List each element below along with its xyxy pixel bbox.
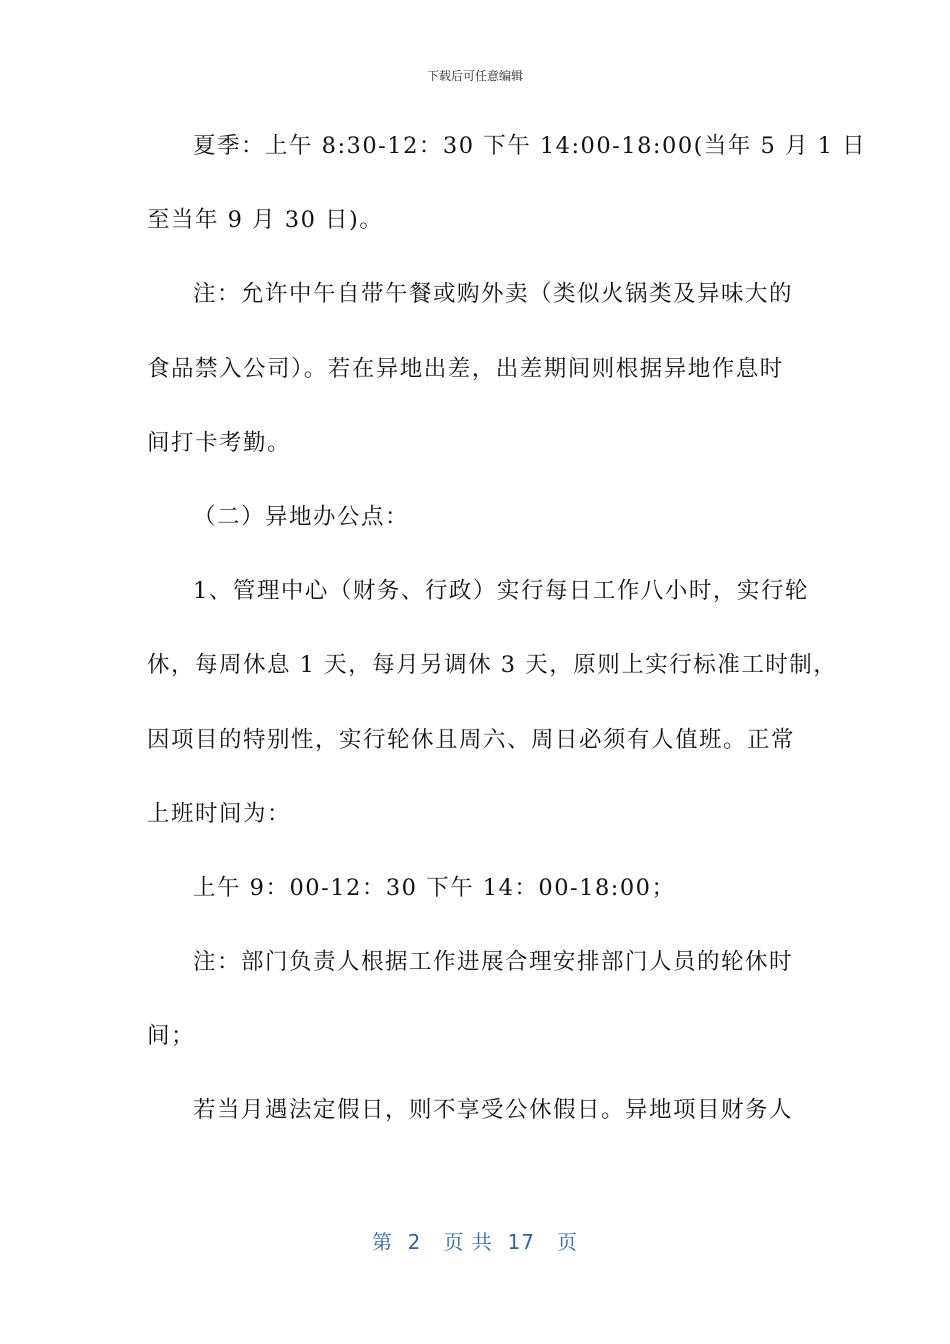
paragraph-line: 1、管理中心（财务、行政）实行每日工作八小时，实行轮 bbox=[193, 578, 809, 605]
paragraph-line: 上午 9：00-12：30 下午 14：00-18:00； bbox=[193, 874, 676, 901]
document-body bbox=[147, 126, 867, 1165]
section-heading: （二）异地办公点： bbox=[193, 503, 410, 530]
paragraph-line: 因项目的特别性，实行轮休且周六、周日必须有人值班。正常 bbox=[147, 726, 796, 753]
paragraph-line: 注：部门负责人根据工作进展合理安排部门人员的轮休时 bbox=[193, 949, 794, 976]
page-number-footer: 第 2 页 共 17 页 bbox=[371, 1230, 579, 1254]
paragraph-line: 注：允许中午自带午餐或购外卖（类似火锅类及异味大的 bbox=[193, 281, 794, 308]
paragraph-line: 间； bbox=[147, 1023, 196, 1050]
paragraph-line: 休，每周休息 1 天，每月另调休 3 天，原则上实行标准工时制， bbox=[147, 652, 838, 679]
paragraph-line: 至当年 9 月 30 日)。 bbox=[147, 207, 384, 234]
paragraph-line: 上班时间为： bbox=[147, 800, 292, 827]
paragraph-line: 食品禁入公司）。若在异地出差，出差期间则根据异地作息时 bbox=[147, 355, 784, 382]
paragraph-line: 夏季：上午 8:30-12：30 下午 14:00-18:00(当年 5 月 1 日 bbox=[193, 133, 867, 159]
page-header-note: 下载后可任意编辑 bbox=[426, 69, 523, 83]
paragraph-line: 间打卡考勤。 bbox=[147, 429, 292, 456]
paragraph-line: 若当月遇法定假日，则不享受公休假日。异地项目财务人 bbox=[193, 1097, 794, 1124]
